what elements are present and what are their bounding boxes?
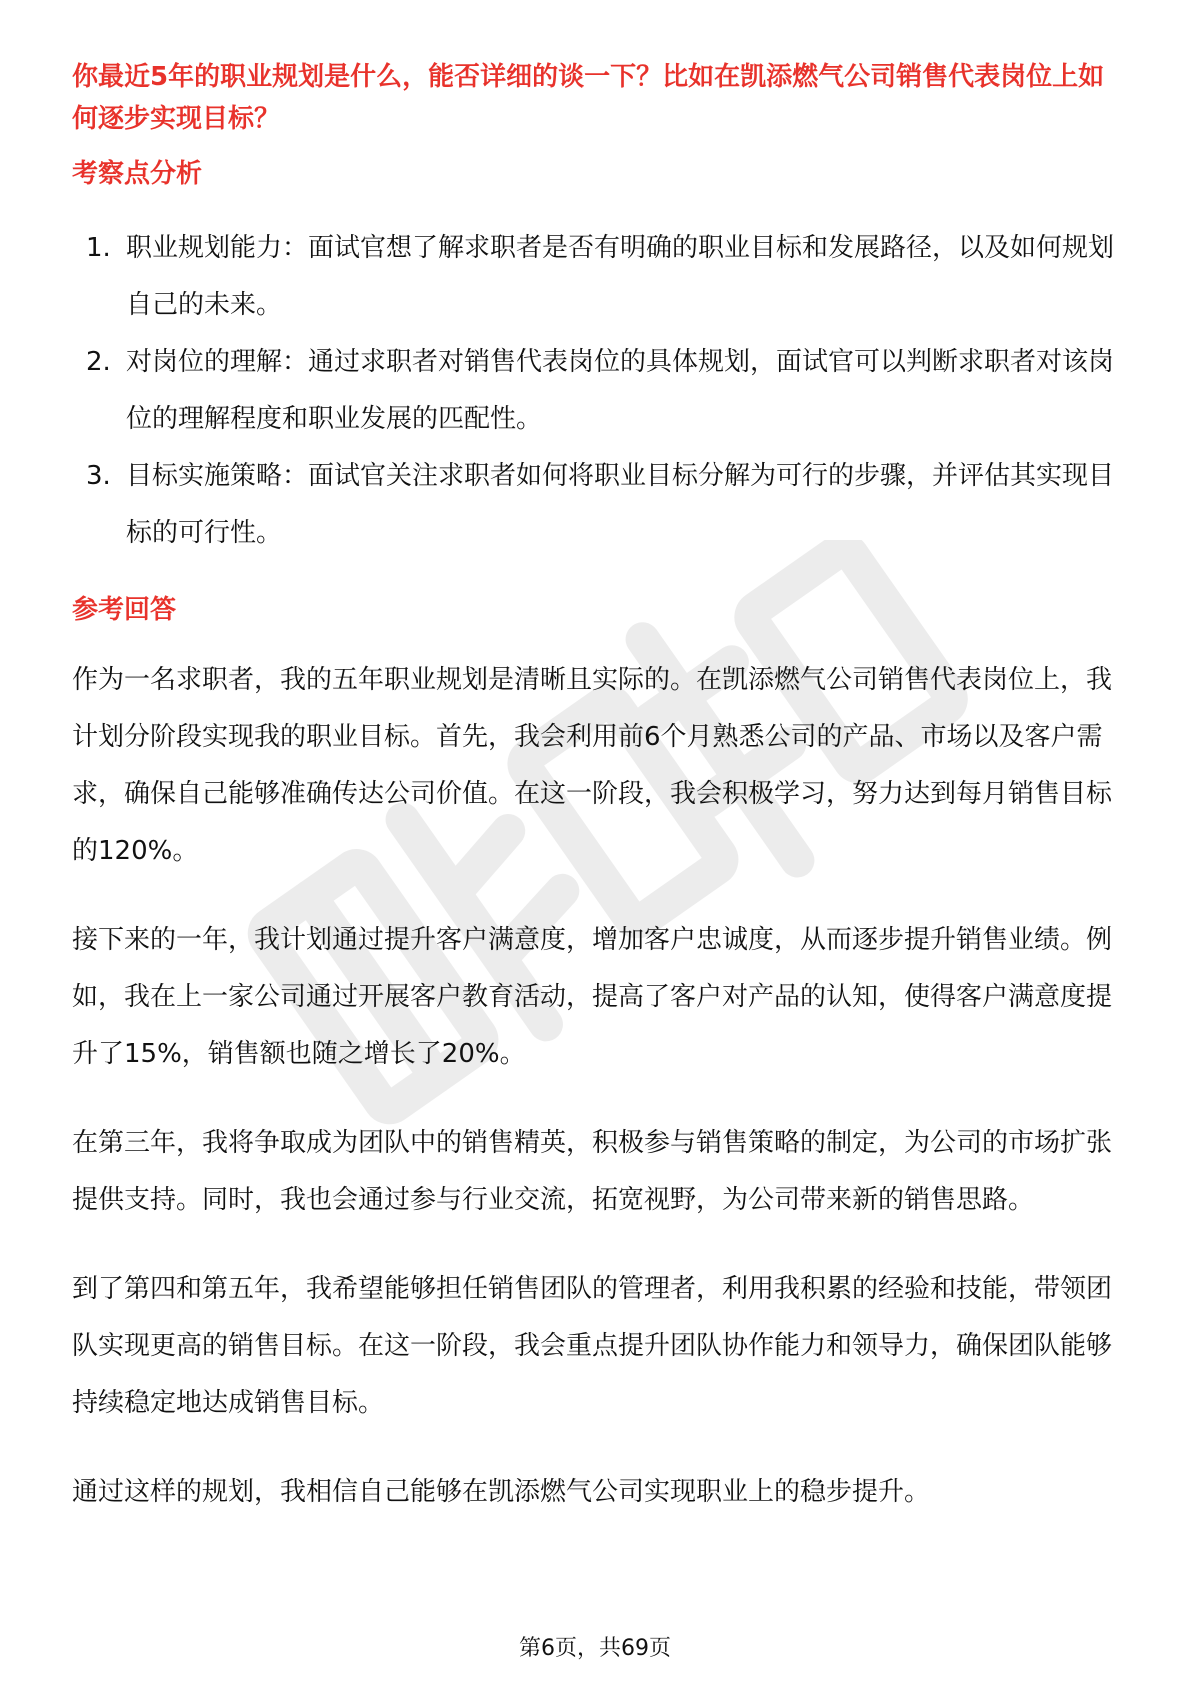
point-text: 目标实施策略：面试官关注求职者如何将职业目标分解为可行的步骤，并评估其实现目标的可行性。	[126, 461, 1115, 548]
point-number: 3.	[86, 461, 111, 491]
analysis-points-list	[72, 220, 1122, 562]
answer-heading: 参考回答	[72, 595, 177, 625]
answer-paragraph: 接下来的一年，我计划通过提升客户满意度，增加客户忠诚度，从而逐步提升销售业绩。例如，我在上一家公司通过开展客户教育活动，提高了客户对产品的认知，使得客户满意度提升了15%，销售额也随之增长了20%。	[72, 925, 1113, 1069]
answer-paragraph: 到了第四和第五年，我希望能够担任销售团队的管理者，利用我积累的经验和技能，带领团队实现更高的销售目标。在这一阶段，我会重点提升团队协作能力和领导力，确保团队能够持续稳定地达成销售目标。	[72, 1274, 1113, 1418]
point-text: 职业规划能力：面试官想了解求职者是否有明确的职业目标和发展路径，以及如何规划自己的未来。	[126, 233, 1115, 320]
answer-paragraph: 通过这样的规划，我相信自己能够在凯添燃气公司实现职业上的稳步提升。	[72, 1477, 931, 1507]
point-number: 1.	[86, 233, 111, 263]
analysis-point	[72, 220, 1122, 334]
point-number: 2.	[86, 347, 111, 377]
analysis-heading: 考察点分析	[72, 159, 203, 189]
page-number: 第6页，共69页	[519, 1636, 671, 1661]
answer-paragraph: 作为一名求职者，我的五年职业规划是清晰且实际的。在凯添燃气公司销售代表岗位上，我计划分阶段实现我的职业目标。首先，我会利用前6个月熟悉公司的产品、市场以及客户需求，确保自己能够准确传达公司价值。在这一阶段，我会积极学习，努力达到每月销售目标的120%。	[72, 665, 1113, 866]
main-content	[72, 56, 1122, 1553]
answer-paragraph: 在第三年，我将争取成为团队中的销售精英，积极参与销售策略的制定，为公司的市场扩张提供支持。同时，我也会通过参与行业交流，拓宽视野，为公司带来新的销售思路。	[72, 1128, 1113, 1215]
question-title: 你最近5年的职业规划是什么，能否详细的谈一下？比如在凯添燃气公司销售代表岗位上如何逐步实现目标？	[72, 62, 1105, 134]
point-text: 对岗位的理解：通过求职者对销售代表岗位的具体规划，面试官可以判断求职者对该岗位的理解程度和职业发展的匹配性。	[126, 347, 1115, 434]
analysis-point	[72, 448, 1122, 562]
analysis-point	[72, 334, 1122, 448]
